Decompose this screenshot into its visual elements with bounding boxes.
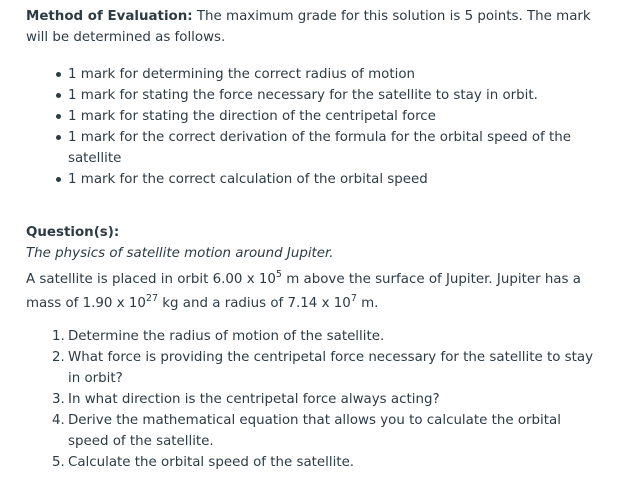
mark-item: 1 mark for determining the correct radius of motion	[68, 64, 597, 85]
intro-part: m.	[356, 296, 379, 311]
question-number: 5.	[52, 455, 65, 470]
question-text: In what direction is the centripetal force always acting?	[68, 392, 440, 407]
question-text: Derive the mathematical equation that allows you to calculate the orbital speed of the satellite.	[68, 413, 561, 449]
intro-part: m above the surface of Jupiter. Jupiter has a mass of 1.90 x 10	[26, 272, 581, 311]
exponent: 7	[350, 292, 357, 304]
questions-list	[26, 326, 597, 473]
question-number: 3.	[52, 392, 65, 407]
evaluation-text: The maximum grade for this solution is 5 points. The mark will be determined as follows.	[26, 9, 591, 45]
exponent: 27	[145, 292, 159, 304]
mark-item: 1 mark for the correct calculation of the orbital speed	[68, 169, 597, 190]
question-number: 2.	[52, 350, 65, 365]
question-intro	[26, 268, 597, 316]
mark-item: 1 mark for stating the force necessary for the satellite to stay in orbit.	[68, 85, 597, 106]
question-item	[52, 347, 597, 389]
question-item	[52, 410, 597, 452]
marks-list	[26, 64, 597, 190]
intro-part: kg and a radius of 7.14 x 10	[158, 296, 351, 311]
exponent: 5	[275, 268, 282, 280]
intro-part: A satellite is placed in orbit 6.00 x 10	[26, 272, 276, 287]
question-item	[52, 389, 597, 410]
questions-subtitle: The physics of satellite motion around Jupiter.	[26, 246, 334, 261]
question-item	[52, 452, 597, 473]
evaluation-paragraph	[26, 6, 597, 48]
questions-heading: Question(s):	[26, 225, 120, 240]
question-text: Calculate the orbital speed of the satellite.	[68, 455, 355, 470]
mark-item: 1 mark for the correct derivation of the formula for the orbital speed of the satellite	[68, 127, 597, 169]
question-number: 1.	[52, 329, 65, 344]
mark-item: 1 mark for stating the direction of the centripetal force	[68, 106, 597, 127]
question-item	[52, 326, 597, 347]
question-number: 4.	[52, 413, 65, 428]
evaluation-label: Method of Evaluation:	[26, 9, 193, 24]
question-text: Determine the radius of motion of the satellite.	[68, 329, 385, 344]
question-text: What force is providing the centripetal force necessary for the satellite to stay in orbit?	[68, 350, 594, 386]
